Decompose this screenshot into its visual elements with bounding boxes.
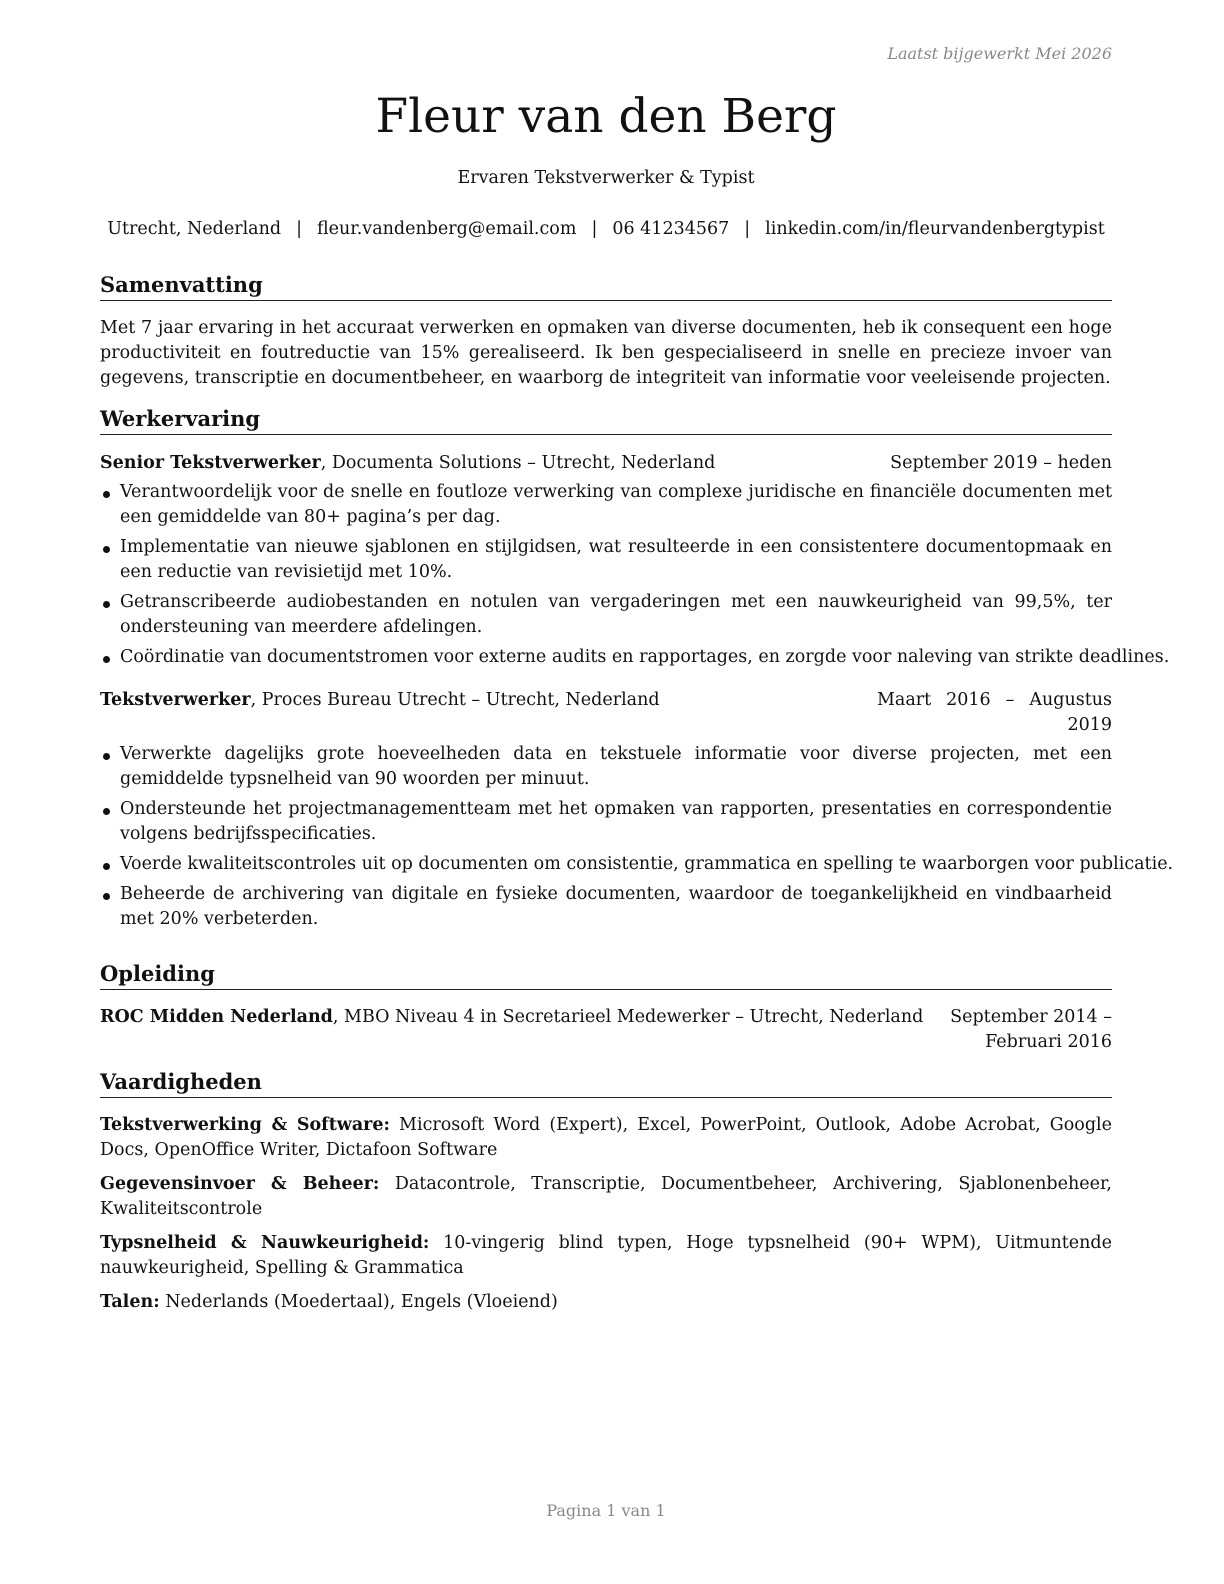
contact-linkedin[interactable]: linkedin.com/in/fleurvandenbergtypist bbox=[765, 219, 1105, 239]
education-school: ROC Midden Nederland bbox=[100, 1007, 333, 1027]
job-entry bbox=[100, 688, 1174, 932]
skill-item bbox=[100, 1231, 1112, 1281]
bullet-text: Verwerkte dagelijks grote hoeveelheden data en tekstuele informatie voor diverse projecten, met een gemiddelde typsnelheid van 90 woorden per minuut. bbox=[120, 744, 1112, 789]
bullet-icon bbox=[103, 656, 110, 663]
skill-value: 10-vingerig blind typen, Hoge typsnelheid (90+ WPM), Uitmuntende nauwkeurigheid, Spelling & Grammatica bbox=[100, 1233, 1112, 1278]
section-heading-education: Opleiding bbox=[100, 961, 1112, 990]
bullet-text: Coördinatie van documentstromen voor externe audits en rapportages, en zorgde voor naleving van strikte deadlines. bbox=[120, 647, 1170, 667]
last-updated: Laatst bijgewerkt Mei 2026 bbox=[887, 44, 1112, 63]
page-number: Pagina 1 van 1 bbox=[546, 1501, 666, 1520]
list-item bbox=[100, 535, 1112, 585]
skill-label: Typsnelheid & Nauwkeurigheid: bbox=[100, 1233, 430, 1253]
job-bullets bbox=[100, 480, 1170, 670]
job-position bbox=[100, 688, 660, 738]
skills-list bbox=[100, 1113, 1112, 1315]
job-company: , Documenta Solutions – Utrecht, Nederland bbox=[320, 453, 716, 473]
person-name: Fleur van den Berg bbox=[375, 89, 837, 144]
list-item bbox=[100, 590, 1112, 640]
job-header bbox=[100, 688, 1112, 738]
bullet-text: Ondersteunde het projectmanagementteam met het opmaken van rapporten, presentaties en correspondentie volgens bedrijfsspecificaties. bbox=[120, 799, 1112, 844]
bullet-icon bbox=[103, 546, 110, 553]
contact-separator: | bbox=[744, 219, 751, 239]
section-heading-summary: Samenvatting bbox=[100, 272, 1112, 301]
bullet-text: Voerde kwaliteitscontroles uit op documenten om consistentie, grammatica en spelling te waarborgen voor publicatie. bbox=[120, 854, 1174, 874]
job-entry bbox=[100, 451, 1170, 670]
summary-section bbox=[100, 272, 1112, 391]
list-item bbox=[100, 742, 1112, 792]
skill-item bbox=[100, 1172, 1112, 1222]
job-bullets bbox=[100, 742, 1174, 932]
education-institution bbox=[100, 1005, 923, 1055]
list-item bbox=[100, 797, 1112, 847]
bullet-icon bbox=[103, 753, 110, 760]
bullet-icon bbox=[103, 491, 110, 498]
bullet-text: Getranscribeerde audiobestanden en notulen van vergaderingen met een nauwkeurigheid van 99,5%, ter ondersteuning van meerdere afdelingen. bbox=[120, 592, 1112, 637]
bullet-text: Verantwoordelijk voor de snelle en foutloze verwerking van complexe juridische en financiële documenten met een gemiddelde van 80+ pagina’s per dag. bbox=[120, 482, 1112, 527]
bullet-icon bbox=[103, 863, 110, 870]
bullet-icon bbox=[103, 893, 110, 900]
contact-separator: | bbox=[591, 219, 598, 239]
job-role: Senior Tekstverwerker bbox=[100, 453, 321, 473]
summary-text: Met 7 jaar ervaring in het accuraat verwerken en opmaken van diverse documenten, heb ik consequent een hoge productiviteit en foutreductie van 15% gerealiseerd. Ik ben gespecialiseerd in snelle en precieze invoer van gegevens, transcriptie en documentbeheer, en waarborg de integriteit van informatie voor veeleisende projecten. bbox=[100, 318, 1112, 388]
skill-value: Nederlands (Moedertaal), Engels (Vloeiend) bbox=[159, 1292, 558, 1312]
bullet-text: Beheerde de archivering van digitale en fysieke documenten, waardoor de toegankelijkheid en vindbaarheid met 20% verbeterden. bbox=[120, 884, 1112, 929]
bullet-icon bbox=[103, 808, 110, 815]
job-dates: September 2019 – heden bbox=[890, 453, 1112, 473]
experience-section bbox=[100, 406, 1174, 937]
section-heading-experience: Werkervaring bbox=[100, 406, 1112, 435]
education-detail: , MBO Niveau 4 in Secretarieel Medewerker – Utrecht, Nederland bbox=[332, 1007, 924, 1027]
skills-section bbox=[100, 1069, 1112, 1324]
contact-line bbox=[100, 219, 1112, 239]
education-section bbox=[100, 961, 1112, 1055]
job-title: Ervaren Tekstverwerker & Typist bbox=[457, 168, 755, 188]
job-dates: Maart 2016 – Augustus 2019 bbox=[877, 690, 1112, 735]
bullet-icon bbox=[103, 601, 110, 608]
education-dates: September 2014 – Februari 2016 bbox=[950, 1007, 1112, 1052]
job-role: Tekstverwerker bbox=[100, 690, 251, 710]
job-header bbox=[100, 451, 1112, 476]
skill-label: Talen: bbox=[100, 1292, 160, 1312]
skill-label: Tekstverwerking & Software: bbox=[100, 1115, 390, 1135]
contact-separator: | bbox=[296, 219, 302, 239]
contact-email[interactable]: fleur.vandenberg@email.com bbox=[317, 219, 577, 239]
skill-item bbox=[100, 1290, 1112, 1315]
skill-label: Gegevensinvoer & Beheer: bbox=[100, 1174, 380, 1194]
contact-location: Utrecht, Nederland bbox=[107, 219, 282, 239]
skill-value: Microsoft Word (Expert), Excel, PowerPoint, Outlook, Adobe Acrobat, Google Docs, OpenOffice Writer, Dictafoon Software bbox=[100, 1115, 1112, 1160]
bullet-text: Implementatie van nieuwe sjablonen en stijlgidsen, wat resulteerde in een consistentere documentopmaak en een reductie van revisietijd met 10%. bbox=[120, 537, 1112, 582]
job-position bbox=[100, 451, 715, 476]
skill-item bbox=[100, 1113, 1112, 1163]
education-entry bbox=[100, 1005, 1112, 1055]
list-item bbox=[100, 852, 1174, 877]
list-item bbox=[100, 645, 1170, 670]
skill-value: Datacontrole, Transcriptie, Documentbeheer, Archivering, Sjablonenbeheer, Kwaliteitscontrole bbox=[100, 1174, 1112, 1219]
list-item bbox=[100, 480, 1112, 530]
job-company: , Proces Bureau Utrecht – Utrecht, Nederland bbox=[250, 690, 660, 710]
list-item bbox=[100, 882, 1112, 932]
section-heading-skills: Vaardigheden bbox=[100, 1069, 1112, 1098]
contact-phone: 06 41234567 bbox=[612, 219, 730, 239]
